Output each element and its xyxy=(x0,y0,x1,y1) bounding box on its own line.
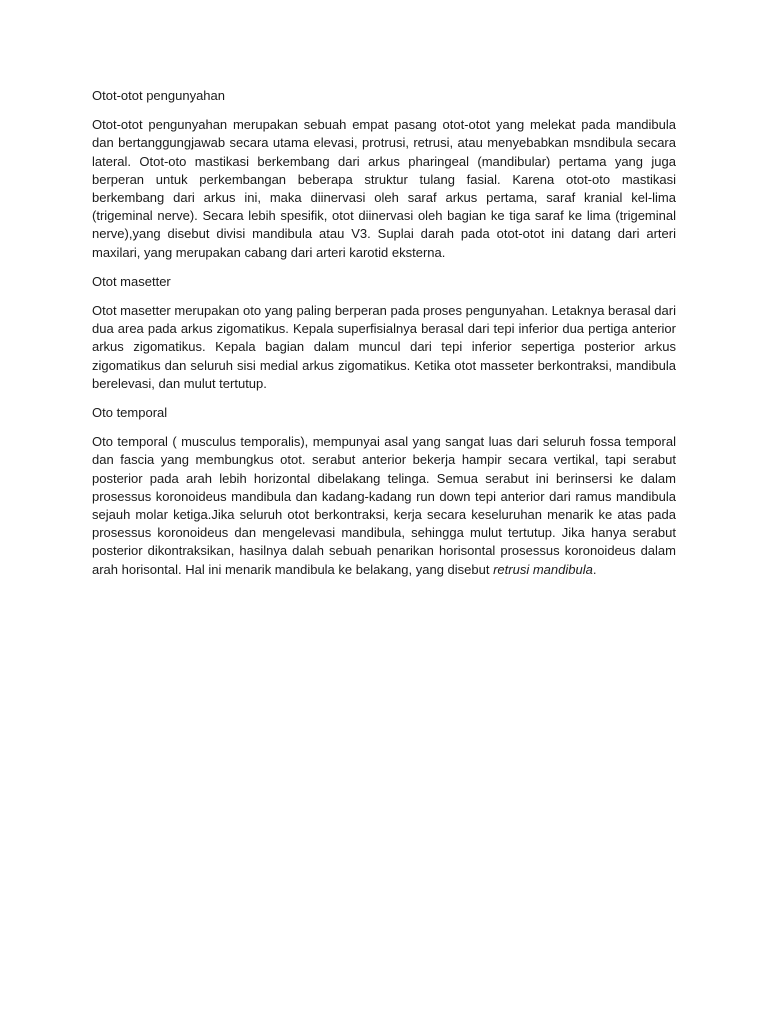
section-heading: Otot-otot pengunyahan xyxy=(92,88,225,103)
section-heading: Otot masetter xyxy=(92,273,171,289)
section-oto-temporal xyxy=(92,404,676,579)
section-heading: Oto temporal xyxy=(92,405,168,421)
section-otot-masetter xyxy=(92,273,676,393)
italic-term: retrusi mandibula xyxy=(493,561,593,577)
section-otot-pengunyahan xyxy=(92,87,676,262)
section-paragraph: Otot-otot pengunyahan merupakan sebuah empat pasang otot-otot yang melekat pada mandibula dan bertanggungjawab secara utama elevasi, protrusi, retrusi, atau menyebabkan msndibula secara lateral. Otot-oto mastikasi berkembang dari arkus pharingeal (mandibular) pertama yang juga berperan untuk perkembangan beberapa struktur tulang fasial. Karena otot-oto mastikasi berkembang dari arkus ini, maka diinervasi oleh saraf arkus pertama, saraf kranial kel-lima (trigeminal nerve). Secara lebih spesifik, otot diinervasi oleh bagian ke tiga saraf ke lima (trigeminal nerve),yang disebut divisi mandibula atau V3. Suplai darah pada otot-otot ini datang dari arteri maxilari, yang merupakan cabang dari arteri karotid eksterna. xyxy=(92,117,676,260)
section-paragraph: Otot masetter merupakan oto yang paling berperan pada proses pengunyahan. Letaknya berasal dari dua area pada arkus zigomatikus. Kepala superfisialnya berasal dari tepi inferior dua pertiga anterior arkus zigomatikus. Kepala bagian dalam muncul dari tepi inferior sepertiga posterior arkus zigomatikus dan seluruh sisi medial arkus zigomatikus. Ketika otot masseter berkontraksi, mandibula berelevasi, dan mulut tertutup. xyxy=(92,303,676,391)
section-paragraph xyxy=(92,433,676,579)
document-page xyxy=(92,87,676,590)
paragraph-text: Oto temporal ( musculus temporalis), mempunyai asal yang sangat luas dari seluruh fossa temporal dan fascia yang membungkus otot. serabut anterior bekerja hampir secara vertikal, tapi serabut posterior pada arah lebih horizontal dibelakang telinga. Semua serabut ini berinsersi ke dalam prosessus koronoideus mandibula dan kadang-kadang run down tepi anterior dari ramus mandibula sejauh molar ketiga.Jika seluruh otot berkontraksi, kerja secara keseluruhan menarik ke atas pada prosessus koronoideus dan mengelevasi mandibula, sehingga mulut tertutup. Jika hanya serabut posterior dikontraksikan, hasilnya dalah sebuah penarikan horisontal prosessus koronoideus dalam arah horisontal. Hal ini menarik mandibula ke belakang, yang disebut xyxy=(92,434,676,577)
paragraph-end: . xyxy=(592,561,597,577)
